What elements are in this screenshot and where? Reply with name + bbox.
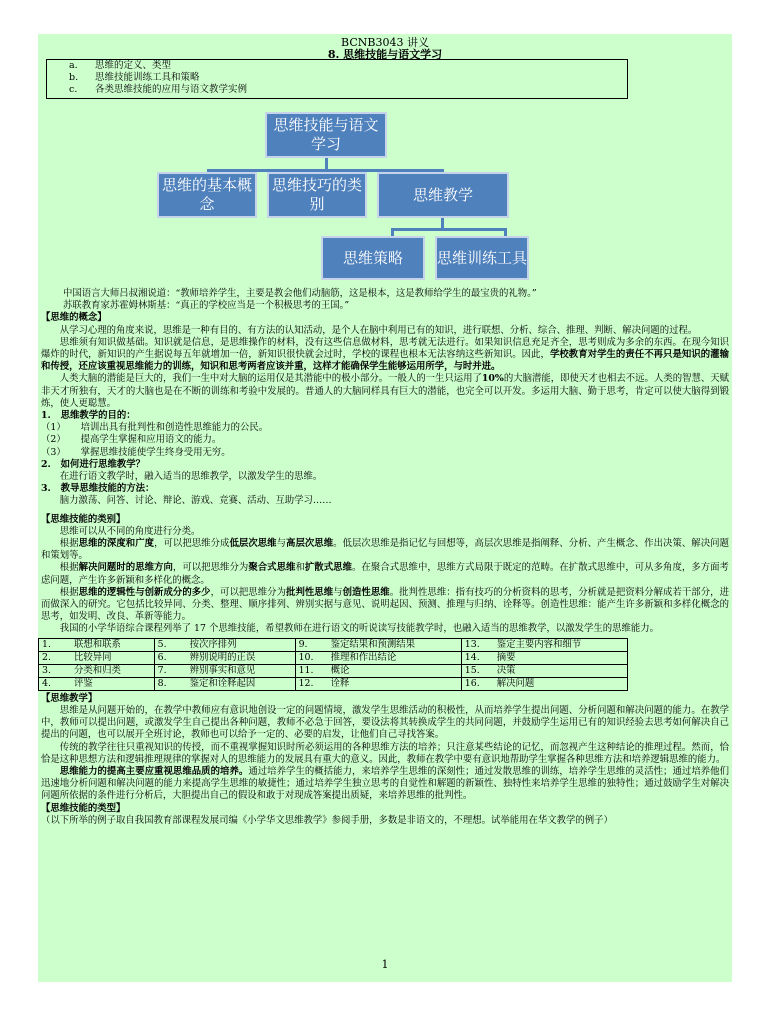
course-code: BCNB3043 讲义	[341, 36, 429, 49]
table-row: 2. 比较异同 6. 辨别说明的正误 10. 推理和作出结论 14. 摘要	[39, 651, 628, 664]
paragraph: 传统的教学往往只重视知识的传授，而不重视掌握知识时所必须运用的各种思维方法的培养；只注意某些结论的记忆，而忽视产生这种结论的推理过程。然而，恰恰是这种思想方法和逻辑推理规律的掌握对人的思维能力的发展具有重大的意义。因此，教师在教学中要有意识地帮助学生掌握各种思维方法和培养逻辑思维的能力。	[41, 741, 729, 765]
diagram-node-thinking-teaching: 思维教学	[377, 172, 509, 218]
paragraph: 在进行语文教学时，融入适当的思维教学，以激发学生的思维。	[59, 471, 323, 483]
goal-item: （1） 培训出具有批判性和创造性思维能力的公民。	[41, 422, 269, 434]
goal-item: （2） 提高学生掌握和应用语文的能力。	[41, 434, 222, 446]
outline-item: c. 各类思维技能的应用与语文教学实例	[69, 84, 248, 95]
page-number: 1	[381, 958, 389, 971]
paragraph: 根据思维的深度和广度，可以把思维分成低层次思维与高层次思维。低层次思维是指记忆与回想等，高层次思维是指阐释、分析、产生概念、作出决策、解决问题和策划等。	[41, 538, 729, 562]
quote-sukhomlinsky: 苏联教育家苏霍姆林斯基：“真正的学校应当是一个积极思考的王国。”	[63, 300, 350, 312]
section-heading: 【思维教学】	[41, 692, 98, 704]
outline-box	[46, 59, 628, 99]
diagram-node-basic-concept: 思维的基本概念	[157, 172, 257, 218]
lecture-title: 8. 思维技能与语文学习	[327, 48, 443, 61]
diagram-node-strategy: 思维策略	[321, 236, 425, 280]
outline-item: a. 思维的定义、类型	[69, 60, 172, 71]
table-row: 3. 分类和归类 7. 辨别事实和意见 11. 概论 15. 决策	[39, 664, 628, 677]
paragraph: （以下所举的例子取自我国教育部课程发展司编《小学华文思维教学》参阅手册，多数是非语文的，不理想。试举能用在华文教学的例子）	[41, 814, 613, 826]
paragraph: 根据解决问题时的思维方向，可以把思维分为聚合式思维和扩散式思维。在聚合式思维中，思维方式局限于既定的范畴。在扩散式思维中，可从多角度，多方面考虑问题，产生许多新颖和多样化的概念。	[41, 562, 729, 586]
paragraph: 从学习心理的角度来说，思维是一种有目的、有方法的认知活动，是个人在脑中利用已有的知识，进行联想、分析、综合、推理、判断、解决问题的过程。	[59, 324, 698, 336]
subheading-how: 2. 如何进行思维教学？	[41, 458, 145, 470]
section-heading: 【思维的概念】	[41, 312, 107, 324]
paragraph: 思维须有知识做基础。知识就是信息，是思维操作的材料，没有这些信息做材料，思考就无法进行。如果知识信息充足齐全，思考则成为多余的东西。在现今知识爆炸的时代，新知识的产生据说每五年就增加一倍，新知识很快就会过时，学校的课程也根本无法容纳这些新知识。因此，学校教育对学生的责任不再只是知识的灌输和传授，还应该重视思维能力的训练，知识和思考两者应该并重，这样才能确保学生能够运用所学，与时并进。	[41, 336, 729, 373]
quote-lv-shuxiang: 中国语言大师吕叔湘说道：“教师培养学生，主要是教会他们动脑筋，这是根本，这是教师给学生的最宝贵的礼物。”	[63, 288, 537, 299]
outline-item: b. 思维技能训练工具和策略	[69, 72, 200, 83]
table-row: 1. 联想和联系 5. 按次序排列 9. 鉴定结果和预测结果 13. 鉴定主要内容和细节	[39, 638, 628, 651]
subheading-goals: 1. 思维教学的目的：	[41, 410, 136, 422]
diagram-root-node: 思维技能与语文学习	[265, 112, 387, 158]
section-heading: 【思维技能的类型】	[41, 802, 126, 814]
diagram-node-training-tools: 思维训练工具	[435, 236, 529, 280]
concept-diagram	[155, 112, 528, 282]
paragraph: 根据思维的逻辑性与创新成分的多少，可以把思维分为批判性思维与创造性思维。批判性思维：指有技巧的分析资料的思考，分析就是把资料分解成若干部分，进而做深入的研究。它包括比较异同、分类、整理、顺序排列、辨别实据与意见、说明起因、预测、推理与归纳、诠释等。创造性思维：能产生许多新颖和多样化概念的思考，如发明、改良、革新等能力。	[41, 586, 729, 623]
paragraph: 思维可以从不同的角度进行分类。	[59, 525, 201, 537]
skills-table	[38, 638, 628, 691]
table-row: 4. 评鉴 8. 鉴定和诠释起因 12. 诠释 16. 解决问题	[39, 677, 628, 690]
document-body	[38, 288, 732, 827]
paragraph: 思维是从问题开始的，在教学中教师应有意识地创设一定的问题情境，激发学生思维活动的积极性，从而培养学生提出问题、分析问题和解决问题的能力。在教学中，教师可以提出问题，或激发学生自己提出各种问题，教师不必急于回答，要设法将其转换成学生的共同问题，并鼓励学生运用已有的知识经验去思考如何解决自己提出的问题，也可以展开全班讨论，教师也可以给予一定的、必要的启发，让他们自己寻找答案。	[41, 704, 729, 741]
goal-item: （3） 掌握思维技能使学生终身受用无穷。	[41, 446, 231, 458]
paragraph: 思维能力的提高主要应重视思维品质的培养。通过培养学生的概括能力，来培养学生思维的深刻性；通过发散思维的训练，培养学生思维的灵活性；通过培养他们迅速地分析问题和解决问题的能力来提高学生思维的敏捷性；通过培养学生独立思考的自觉性和解题的新颖性、独特性来培养学生思维的独特性；通过鼓励学生对解决问题所依据的条件进行分析后，大胆提出自己的假设和敢于对现成答案提出质疑，来培养思维的批判性。	[41, 765, 729, 802]
subheading-methods: 3. 教导思维技能的方法：	[41, 483, 155, 495]
paragraph: 脑力激荡、问答、讨论、辩论、游戏、竞赛、活动、互助学习……	[59, 495, 332, 507]
paragraph: 人类大脑的潜能是巨大的，我们一生中对大脑的运用仅是其潜能中的极小部分。一般人的一生只运用了10%的大脑潜能，即使天才也相去不远。人类的智慧、天赋非天才所独有，天才的大脑也是在不断的训练和考验中发展的。普通人的大脑同样具有巨大的潜能，也完全可以开发。多运用大脑、勤于思考，肯定可以使大脑得到锻炼，使人更聪慧。	[41, 373, 729, 409]
section-heading: 【思维技能的类别】	[41, 513, 126, 525]
diagram-node-skill-types: 思维技巧的类别	[267, 172, 367, 218]
paragraph: 我国的小学华语综合课程列举了 17 个思维技能，希望教师在进行语文的听说读写技能教学时，也融入适当的思维教学，以激发学生的思维能力。	[59, 623, 659, 635]
document-page	[38, 34, 732, 982]
